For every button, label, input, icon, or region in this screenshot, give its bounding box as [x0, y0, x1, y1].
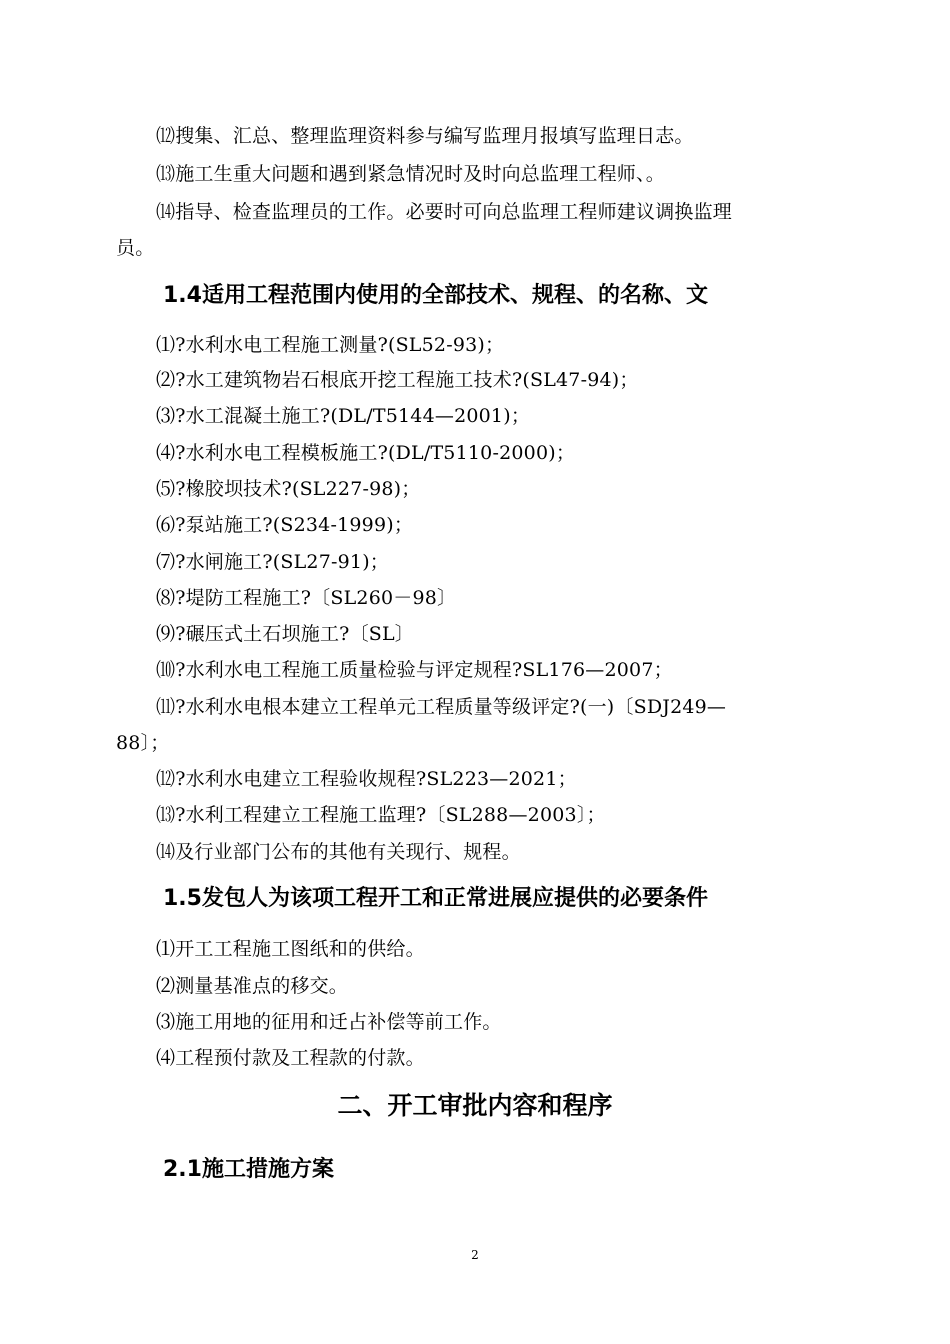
- standard-item-12: ⑿?水利水电建立工程验收规程?SL223—2021；: [156, 768, 577, 790]
- condition-item-1: ⑴开工工程施工图纸和的供给。: [156, 938, 425, 960]
- section-1-5-heading: 1.5发包人为该项工程开工和正常进展应提供的必要条件: [163, 886, 708, 911]
- standard-item-2: ⑵?水工建筑物岩石根底开挖工程施工技术?(SL47-94)；: [156, 369, 639, 391]
- standard-item-9: ⑼?碾压式土石坝施工?〔SL〕: [156, 623, 415, 645]
- duty-item-14-cont: 员。: [116, 237, 155, 259]
- standard-item-8: ⑻?堤防工程施工?〔SL260－98〕: [156, 587, 457, 609]
- condition-item-4: ⑷工程预付款及工程款的付款。: [156, 1047, 425, 1069]
- standard-item-14: ⒁及行业部门公布的其他有关现行、规程。: [156, 841, 521, 863]
- standard-item-11-cont: 88〕；: [116, 732, 170, 754]
- duty-item-13: ⒀施工生重大问题和遇到紧急情况时及时向总监理工程师、。: [156, 163, 665, 185]
- standard-item-5: ⑸?橡胶坝技术?(SL227-98)；: [156, 478, 421, 500]
- standard-item-10: ⑽?水利水电工程施工质量检验与评定规程?SL176—2007；: [156, 659, 673, 681]
- standard-item-4: ⑷?水利水电工程模板施工?(DL/T5110-2000)；: [156, 442, 576, 464]
- standard-item-6: ⑹?泵站施工?(S234-1999)；: [156, 514, 414, 536]
- standard-item-7: ⑺?水闸施工?(SL27-91)；: [156, 551, 390, 573]
- condition-item-2: ⑵测量基准点的移交。: [156, 975, 349, 997]
- condition-item-3: ⑶施工用地的征用和迁占补偿等前工作。: [156, 1011, 502, 1033]
- section-1-4-heading: 1.4适用工程范围内使用的全部技术、规程、的名称、文: [163, 283, 708, 308]
- standard-item-3: ⑶?水工混凝土施工?(DL/T5144—2001)；: [156, 405, 531, 427]
- standard-item-13: ⒀?水利工程建立工程施工监理?〔SL288—2003〕；: [156, 804, 606, 826]
- duty-item-14: ⒁指导、检查监理员的工作。必要时可向总监理工程师建议调换监理: [156, 201, 733, 223]
- section-2-1-heading: 2.1施工措施方案: [163, 1157, 334, 1182]
- standard-item-1: ⑴?水利水电工程施工测量?(SL52-93)；: [156, 334, 505, 356]
- chapter-2-heading: 二、开工审批内容和程序: [337, 1091, 613, 1120]
- standard-item-11: ⑾?水利水电根本建立工程单元工程质量等级评定?(一)〔SDJ249—: [156, 696, 727, 718]
- page-number: 2: [471, 1248, 479, 1262]
- duty-item-12: ⑿搜集、汇总、整理监理资料参与编写监理月报填写监理日志。: [156, 125, 694, 147]
